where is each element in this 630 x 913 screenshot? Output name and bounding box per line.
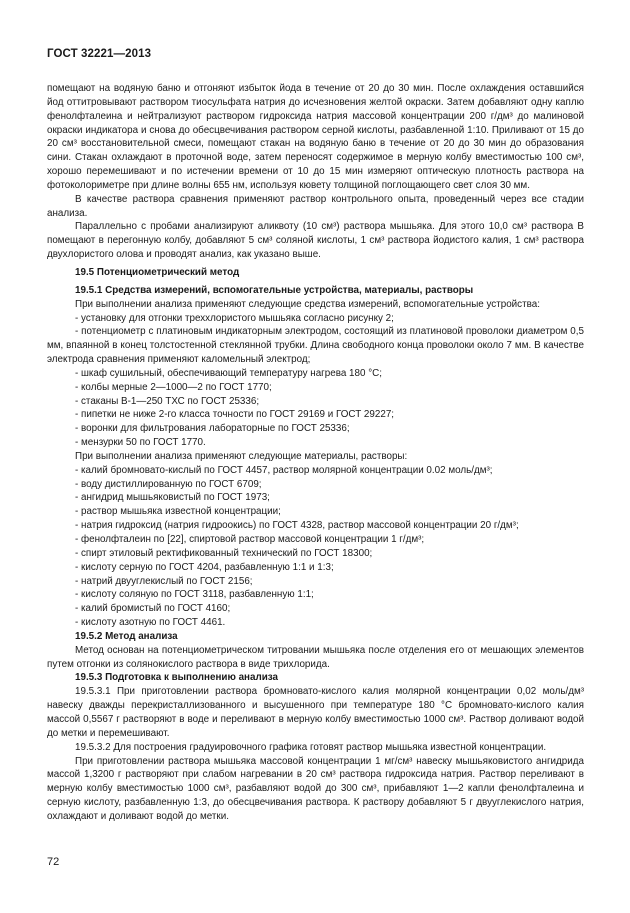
paragraph: - установку для отгонки треххлористого мышьяка согласно рисунку 2; <box>75 312 394 324</box>
paragraph: Метод основан на потенциометрическом титровании мышьяка после отделения его от мешающих элементов путем отгонки из солянокислого раствора в виде трихлорида. <box>47 644 584 670</box>
page-number: 72 <box>47 856 60 868</box>
paragraph: При выполнении анализа применяют следующие средства измерений, вспомогательные устройства: <box>75 298 540 310</box>
paragraph: - воду дистиллированную по ГОСТ 6709; <box>75 478 262 490</box>
paragraph: - кислоту соляную по ГОСТ 3118, разбавленную 1:1; <box>75 589 314 601</box>
paragraph: - ангидрид мышьяковистый по ГОСТ 1973; <box>75 492 270 504</box>
section-heading: 19.5.1 Средства измерений, вспомогательные устройства, материалы, растворы <box>75 284 474 296</box>
paragraph: - кислоту серную по ГОСТ 4204, разбавленную 1:1 и 1:3; <box>75 561 334 573</box>
paragraph: - раствор мышьяка известной концентрации; <box>75 506 281 518</box>
paragraph: - кислоту азотную по ГОСТ 4461. <box>75 617 226 629</box>
paragraph: - спирт этиловый ректификованный технический по ГОСТ 18300; <box>75 547 373 559</box>
section-heading: 19.5 Потенциометрический метод <box>75 266 240 278</box>
document-body <box>47 82 584 824</box>
paragraph: При выполнении анализа применяют следующие материалы, растворы: <box>75 450 408 462</box>
paragraph: - колбы мерные 2—1000—2 по ГОСТ 1770; <box>75 381 272 393</box>
paragraph: В качестве раствора сравнения применяют раствор контрольного опыта, проведенный через все стадии анализа. <box>47 193 584 219</box>
paragraph: помещают на водяную баню и отгоняют избыток йода в течение от 20 до 30 мин. После охлаждения оставшийся йод оттитровывают раствором тиосульфата натрия до исчезновения желтой окраски. Затем добавляют одну каплю фенолфталеина и нейтрализуют раствором гидроксида натрия массовой концентрации 200 г/дм³ до малиновой окраски индикатора и снова до обесцвечивания раствором серной кислоты, разбавленной 1:10. Приливают от 15 до 20 см³ восстановительной смеси, помещают стакан на водяную баню в течение от 20 до 30 мин до образования сини. Стакан охлаждают в проточной воде, затем переносят содержимое в мерную колбу вместимостью 100 см³, хорошо перемешивают и по истечении времени от 10 до 15 мин измеряют оптическую плотность раствора на фотоколориметре при длине волны 655 нм, используя кювету толщиной поглощающего свет слоя 30 мм. <box>47 83 584 191</box>
paragraph: - шкаф сушильный, обеспечивающий температуру нагрева 180 °С; <box>75 367 382 379</box>
paragraph: - воронки для фильтрования лабораторные по ГОСТ 25336; <box>75 423 350 435</box>
paragraph: - натрий двууглекислый по ГОСТ 2156; <box>75 575 253 587</box>
paragraph: 19.5.3.1 При приготовлении раствора бромновато-кислого калия молярной концентрации 0,02 моль/дм³ навеску дважды перекристаллизованного и высушенного при температуре 180 °С бромновато-кислого калия массой 0,5567 г растворяют в воде и переливают в мерную колбу вместимостью 1000 см³. Раствор доливают водой до метки и перемешивают. <box>47 686 584 739</box>
document-header: ГОСТ 32221—2013 <box>47 48 152 60</box>
paragraph: При приготовлении раствора мышьяка массовой концентрации 1 мг/см³ навеску мышьяковистого ангидрида массой 1,3200 г растворяют при слабом нагревании в 20 см³ раствора гидроксида натрия. Раствор переливают в мерную колбу вместимостью 1000 см³, разбавляют водой до 300 см³, прибавляют 1—2 капли фенолфталеина и серную кислоту, разбавленную 1:3, до обесцвечивания раствора. К раствору добавляют 5 г двууглекислого натрия, охлаждают и доливают водой до метки. <box>47 755 584 822</box>
paragraph: - стаканы В-1—250 ТХС по ГОСТ 25336; <box>75 395 260 407</box>
paragraph: - калий бромистый по ГОСТ 4160; <box>75 603 231 615</box>
paragraph: - мензурки 50 по ГОСТ 1770. <box>75 437 206 449</box>
section-heading: 19.5.2 Метод анализа <box>75 630 178 642</box>
paragraph: - пипетки не ниже 2-го класса точности по ГОСТ 29169 и ГОСТ 29227; <box>75 409 395 421</box>
paragraph: 19.5.3.2 Для построения градуировочного графика готовят раствор мышьяка известной концентрации. <box>75 741 547 753</box>
paragraph: - калий бромновато-кислый по ГОСТ 4457, раствор молярной концентрации 0.02 моль/дм³; <box>75 464 493 476</box>
paragraph: - натрия гидроксид (натрия гидроокись) по ГОСТ 4328, раствор массовой концентрации 20 г/дм³; <box>75 520 519 532</box>
paragraph: - потенциометр с платиновым индикаторным электродом, состоящий из платиновой проволоки диаметром 0,5 мм, впаянной в конец толстостенной стеклянной трубки. Длина свободного конца проволоки около 7 мм. В качестве электрода сравнения применяют каломельный электрод; <box>47 326 584 366</box>
paragraph: - фенолфталеин по [22], спиртовой раствор массовой концентрации 1 г/дм³; <box>75 534 425 545</box>
paragraph: Параллельно с пробами анализируют аликвоту (10 см³) раствора мышьяка. Для этого 10,0 см³ раствора В помещают в перегонную колбу, добавляют 5 см³ соляной кислоты, 1 см³ раствора йодистого калия, 1 см³ раствора двухлористого олова и проводят анализ, как указано выше. <box>47 221 584 261</box>
section-heading: 19.5.3 Подготовка к выполнению анализа <box>75 672 279 684</box>
